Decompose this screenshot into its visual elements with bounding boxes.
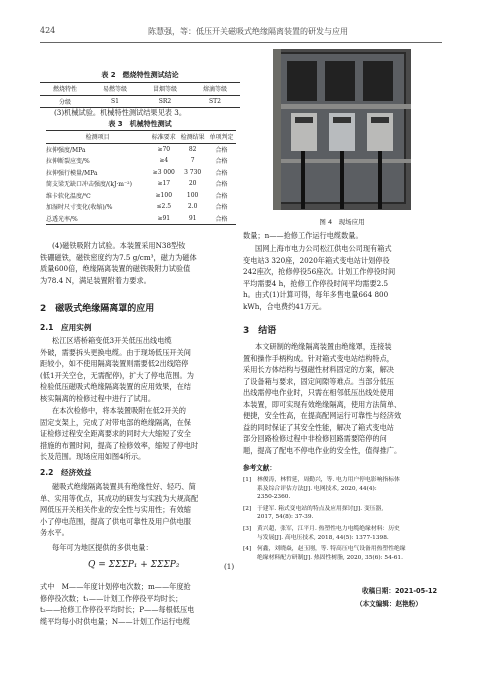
table3-cell: ≤2.5 [156,203,172,211]
para-line: 242座次，抢修停役56座次。计划工作停役时间 [243,267,396,276]
table3-cell: 合格 [215,181,228,189]
reference-line: 与发展[J]. 高电压技术, 2018, 44(5): 1377-1398. [257,534,389,541]
reference-number: [3] [243,526,252,532]
subsection-2-1-heading: 2.1 应用实例 [40,323,92,332]
para-line: 变电站3 320座，2020年箱式变电站计划停役 [243,255,390,265]
table3-cell: 合格 [215,192,228,200]
table3 [46,130,236,225]
magnet-test-paragraph [40,240,240,286]
para-line: 证检修过程安全距离要求的同时大大缩短了安全 [40,429,191,438]
table3-cell: 3 730 [184,168,202,176]
table2-header: 冒烟等级 [152,86,177,94]
table3-cell: ≥100 [155,191,173,199]
para-line: (4)磁铁吸附力试验。本装置采用N38型钕 [52,241,186,250]
table3-cell: 加湿时尺寸变化(收缩)/% [46,204,113,212]
para-line: 铁硼磁铁，磁铁密度约为7.5 g/cm³，磁力为磁体 [40,252,197,262]
reference-number: [2] [243,505,252,512]
editor-note: （本文编辑：赵艳粉） [356,600,422,608]
para-line: 检验低压磁吸式绝缘隔离装置的应用效果，在结 [40,382,191,391]
para-line: 质量600倍，绝缘隔离装置的磁铁吸附力试验值 [40,264,191,273]
table3-cell: 合格 [215,146,228,154]
supply-sentence: 每年可为地区提供的多供电量： [52,543,153,552]
table3-row [46,201,236,213]
table3-row [46,167,236,179]
para-line: 距较小，如不使用隔离装置则需要低2出线陪停 [40,359,189,368]
table3-cell: ≥70 [157,145,171,153]
table3-cell: 20 [188,180,197,188]
table3-cell: ≥3 000 [152,168,175,176]
page-number: 424 [40,26,56,35]
para-line: 长及范围。现场应用如图4所示。 [40,452,146,461]
table3-cell: 拉伸强度/MPa [46,146,86,154]
para-line: 在本次检修中，将本装置吸附在低2开关的 [52,406,186,415]
formula-lhs: Q = [88,560,109,570]
para-line: 为78.4 N，满足装置附着力要求。 [40,275,151,285]
subsection-2-2-heading: 2.2 经济效益 [40,468,92,477]
para-line: t₂——抢修工作停役平均时长；P——每根低压电 [40,605,195,614]
section-2-heading: 2 磁吸式绝缘隔离罩的应用 [40,304,155,314]
table3-header: 检测项目 [85,134,110,142]
section-3-heading: 3 结语 [243,326,277,336]
table3-cell: 维卡软化温度/℃ [46,192,91,200]
table2-cell: S1 [111,97,119,105]
table3-cell: 91 [188,214,197,222]
reference-line: 绝缘材料配方研制[J]. 热固性树脂, 2020, 35(6): 54-61. [257,554,403,561]
para-line: 便捷，安全性高，在提高配网运行可靠性与经济效 [243,411,402,420]
table3-header: 单项判定 [209,134,234,142]
economic-paragraph [40,481,240,539]
table2-caption: 表 2 燃烧特性测试结论 [101,71,179,79]
para-line: 数量；n——抢修工作运行电缆数量。 [243,231,363,240]
formula-legend [40,581,240,627]
para-line: 措施的布置时间，提高了检修效率，缩短了停电时 [40,440,199,450]
table3-cell: 总透光率/% [46,215,78,223]
para-line: 出线需停电作业时，只需在相邻低压出线处使用 [243,388,394,397]
reference-line: 何鑫，刘晓焱，赵玉刚，等. 特高压电气设备用热塑性绝缘 [257,546,406,553]
reference-line: 系及综合评估方法[J]. 电网技术, 2020, 44(4): [257,485,377,492]
para-line: 外破，需要拆头更换电缆。由于现场低压开关间 [40,347,191,357]
table3-cell: 拉伸强行模量/MPa [46,169,98,177]
reference-item [243,545,443,562]
formula [88,560,179,570]
reference-item [243,476,443,502]
para-line: 小了停电范围，提高了供电可靠性及用户供电服 [40,516,191,526]
formula-legend-continued [243,230,443,242]
received-date: 收稿日期：2021-05-12 [362,587,438,595]
photo-drawing [273,49,411,210]
reference-item [243,525,443,542]
table3-header: 检测结果 [180,134,205,142]
table2-header: 易燃等级 [102,86,127,94]
formula-number: (1) [224,562,235,571]
para-line: 核实隔离的检修过程中进行了试用。 [40,393,156,403]
table3-row [46,155,236,167]
table2-cell: SR2 [158,97,172,105]
table3-cell: 合格 [215,169,228,177]
table3-cell: 82 [188,145,197,153]
table2-cell: 分级 [58,98,71,106]
field-application-photo [273,49,411,210]
photo-caption: 图 4 现场应用 [319,218,365,226]
reference-line: 黄兴超，张军，江平月. 热塑性电力电缆绝缘材料：历史 [257,526,400,532]
para-line: 部分回路检修过程中非检修回路需要陪停的问 [243,434,387,443]
table3-cell: ≥17 [157,180,171,188]
para-line: 网低压开关相关作业的安全性与实用性；有效缩 [40,505,191,514]
header-rule [40,42,442,43]
para-line: h。由式(1)计算可得，每年多售电量664 800 [243,290,389,299]
table2-header: 燃烧特性 [52,86,77,94]
table3-caption: 表 3 机械特性测试 [108,120,172,128]
references-title: 参考文献： [243,464,276,472]
table3-cell: 7 [190,157,195,165]
table3-header: 标准要求 [151,134,176,142]
table3-cell: 合格 [215,158,228,166]
table3-row [46,190,236,202]
maintenance-paragraph [40,405,240,463]
reference-line: 林俊涛，林哲延，周勤兴，等. 电力用户停电影响指标体 [257,477,400,483]
para-line: 修停役次数；t₁——计划工作停役平均时长； [40,593,183,603]
formula-rhs: ΣΣΣP₁ + ΣΣΣP₂ [108,560,180,570]
table3-cell: ≥91 [157,214,171,222]
table3-row [46,213,236,225]
table3-cell: 拉伸断裂应变/% [46,158,90,166]
table3-row [46,178,236,190]
reference-number: [1] [243,477,252,483]
para-line: 固定支架上，完成了对带电部的绝缘隔离，在保 [40,417,191,427]
table3-cell: 100 [186,191,199,199]
mech-test-paragraph: (3)机械试验。机械特性测试结果见表 3。 [54,108,187,117]
para-line: 式中 M——年度计划停电次数；m——年度抢 [40,582,191,591]
para-line: 单、实用等优点，其成功的研发与实践为大规高配 [40,493,199,503]
reference-line: 2017, 54(8): 37-39. [257,514,314,521]
application-paragraph [40,335,240,404]
company-paragraph [243,243,443,312]
para-line: kWh，合电费约41万元。 [243,301,327,311]
running-title: 陈慧强，等：低压开关磁吸式绝缘隔离装置的研发与应用 [148,27,348,36]
para-line: 务水平。 [40,528,69,537]
table3-cell: 2.0 [187,203,198,211]
table2 [40,82,240,108]
reference-line: 2350-2360. [257,494,291,501]
conclusion-paragraph [243,341,443,456]
reference-item [243,505,443,522]
table3-cell: 合格 [215,204,228,212]
para-line: 本装置，即可实现有效绝缘隔离，使用方法简单、 [243,399,402,409]
para-line: 本文研制的绝缘隔离装置由绝缘罩，连接装 [255,342,392,351]
table2-cell: ST2 [209,97,221,105]
para-line: 国网上海市电力公司松江供电公司现有箱式 [255,244,392,253]
table3-cell: 简支梁无缺口冲击强度/(kJ·m⁻²) [46,181,132,189]
table3-cell: ≥4 [159,157,169,165]
table2-header: 熔滴等级 [202,86,227,94]
para-line: 采用长方体结构与强磁性材料固定的方案，解决 [243,365,394,374]
para-line: 益的同时保证了其安全性能，解决了箱式变电站 [243,422,394,432]
table3-row [46,143,236,155]
para-line: 题，提高了配电不停电作业的安全性，值得推广。 [243,445,402,455]
para-line: 置和操作手柄构成。针对箱式变电站结构特点， [243,353,394,363]
para-line: 缆平均每小时供电量；N——计划工作运行电缆 [40,616,191,626]
para-line: (低1开关空仓，无需配停)，扩大了停电范围。为 [40,370,194,380]
para-line: 松江区塔桥箱变低3开关低压出线电缆 [52,336,172,345]
reference-line: 于建军. 箱式变电站的特点及应用探讨[J]. 变压器, [257,505,384,512]
para-line: 平均需要4 h，抢修工作停役时间平均需要2.5 [243,278,389,288]
reference-number: [4] [243,546,252,553]
para-line: 磁吸式绝缘隔离装置具有绝缘性好、轻巧、简 [52,482,196,491]
para-line: 了设备箱与要求，固定间隙等难点。当部分低压 [243,376,394,386]
table3-cell: 合格 [215,215,228,223]
